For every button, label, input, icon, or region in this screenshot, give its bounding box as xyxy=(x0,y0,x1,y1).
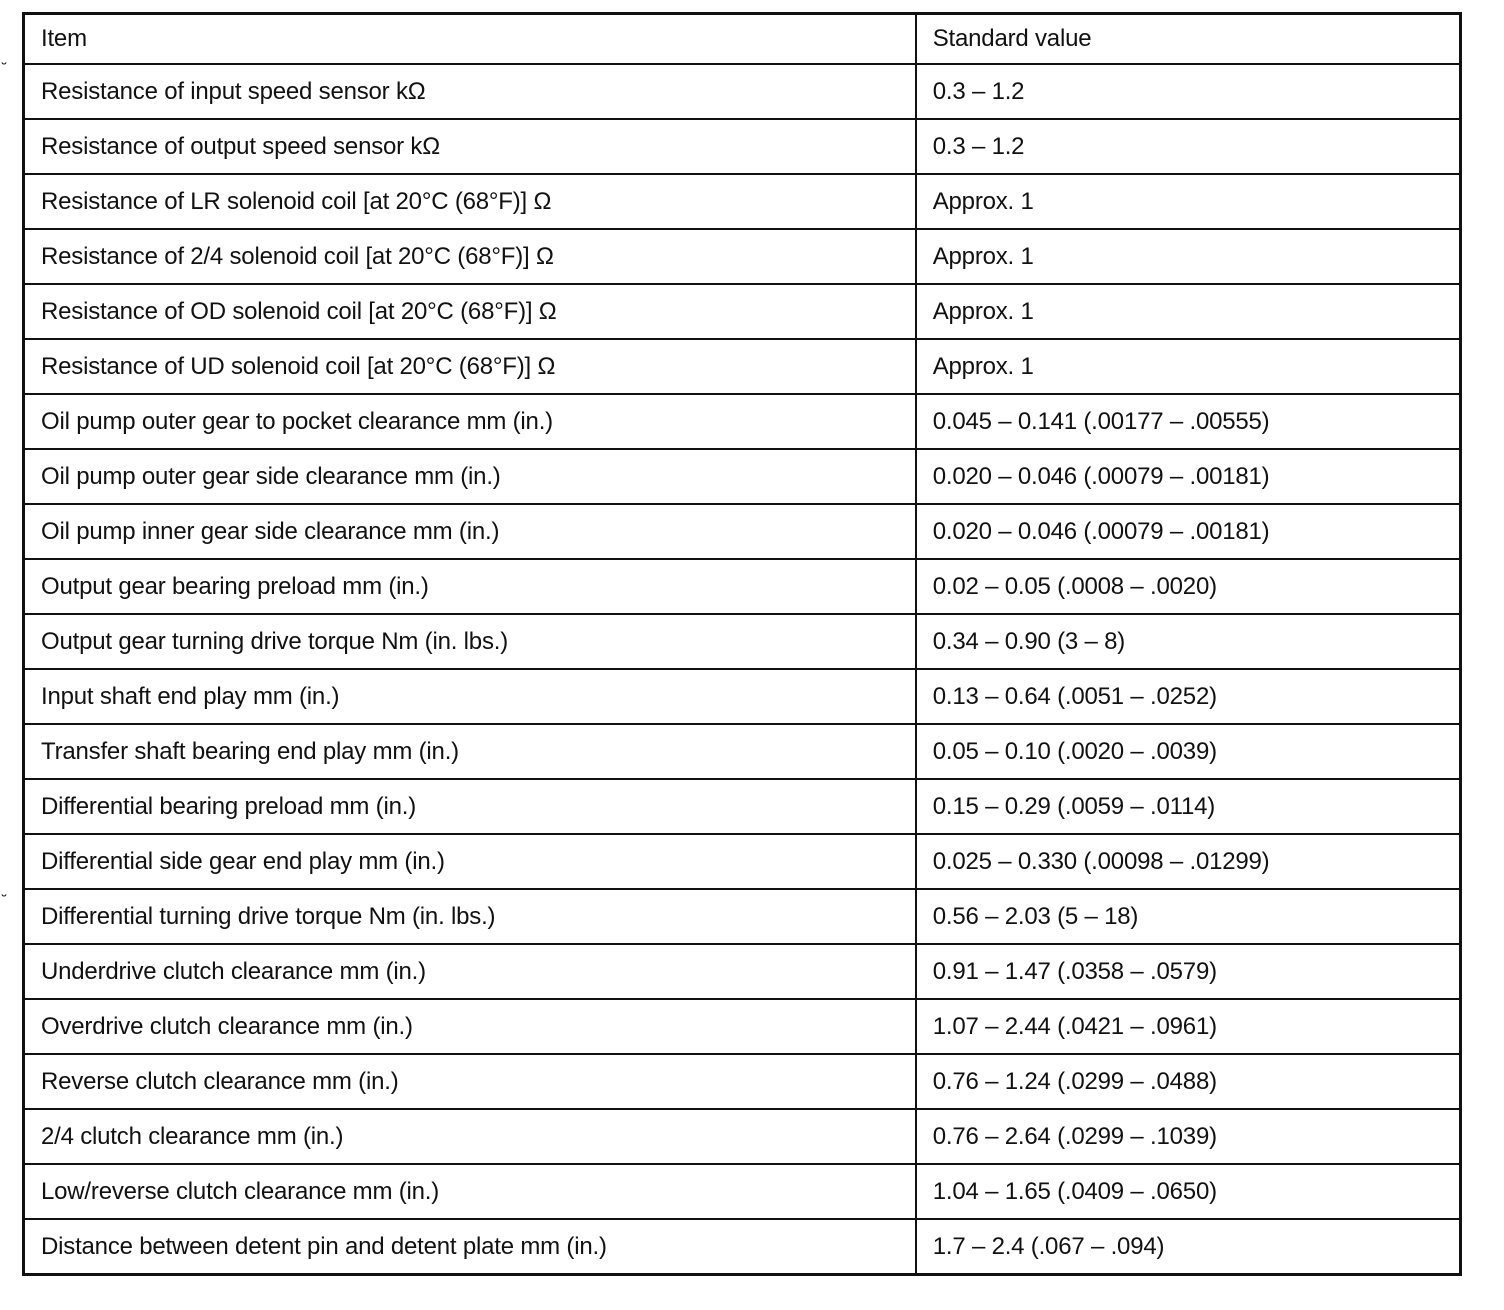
specifications-table xyxy=(22,12,1462,1276)
item-cell: Distance between detent pin and detent plate mm (in.) xyxy=(24,1219,916,1275)
standard-value-cell: 0.76 – 1.24 (.0299 – .0488) xyxy=(916,1054,1461,1109)
table-row xyxy=(24,64,1461,119)
standard-value-cell: Approx. 1 xyxy=(916,174,1461,229)
item-cell: Oil pump outer gear side clearance mm (in.) xyxy=(24,449,916,504)
table-row xyxy=(24,999,1461,1054)
item-cell: Transfer shaft bearing end play mm (in.) xyxy=(24,724,916,779)
table-row xyxy=(24,779,1461,834)
table-row xyxy=(24,559,1461,614)
standard-value-cell: 0.045 – 0.141 (.00177 – .00555) xyxy=(916,394,1461,449)
table-row xyxy=(24,1219,1461,1275)
item-cell: Overdrive clutch clearance mm (in.) xyxy=(24,999,916,1054)
table-row xyxy=(24,119,1461,174)
standard-value-cell: 1.04 – 1.65 (.0409 – .0650) xyxy=(916,1164,1461,1219)
item-cell: Low/reverse clutch clearance mm (in.) xyxy=(24,1164,916,1219)
item-cell: Output gear bearing preload mm (in.) xyxy=(24,559,916,614)
standard-value-cell: 0.02 – 0.05 (.0008 – .0020) xyxy=(916,559,1461,614)
table-row xyxy=(24,284,1461,339)
item-cell: Input shaft end play mm (in.) xyxy=(24,669,916,724)
item-cell: Differential side gear end play mm (in.) xyxy=(24,834,916,889)
table-row xyxy=(24,394,1461,449)
table-row xyxy=(24,339,1461,394)
table-row xyxy=(24,724,1461,779)
table-row xyxy=(24,944,1461,999)
table-row xyxy=(24,1054,1461,1109)
standard-value-cell: 0.56 – 2.03 (5 – 18) xyxy=(916,889,1461,944)
standard-value-cell: 1.07 – 2.44 (.0421 – .0961) xyxy=(916,999,1461,1054)
item-cell: Resistance of output speed sensor kΩ xyxy=(24,119,916,174)
table-row xyxy=(24,1164,1461,1219)
standard-value-cell: 0.34 – 0.90 (3 – 8) xyxy=(916,614,1461,669)
item-cell: Underdrive clutch clearance mm (in.) xyxy=(24,944,916,999)
standard-value-cell: 0.025 – 0.330 (.00098 – .01299) xyxy=(916,834,1461,889)
standard-value-cell: 0.91 – 1.47 (.0358 – .0579) xyxy=(916,944,1461,999)
item-cell: 2/4 clutch clearance mm (in.) xyxy=(24,1109,916,1164)
table-header-row xyxy=(24,14,1461,65)
table-row xyxy=(24,614,1461,669)
table-row xyxy=(24,229,1461,284)
item-cell: Oil pump outer gear to pocket clearance mm (in.) xyxy=(24,394,916,449)
header-item: Item xyxy=(24,14,916,65)
standard-value-cell: 0.3 – 1.2 xyxy=(916,119,1461,174)
table-row xyxy=(24,669,1461,724)
item-cell: Resistance of input speed sensor kΩ xyxy=(24,64,916,119)
table-row xyxy=(24,174,1461,229)
table-row xyxy=(24,1109,1461,1164)
margin-mark: ˘ xyxy=(0,892,8,911)
table-row xyxy=(24,834,1461,889)
table-row xyxy=(24,504,1461,559)
standard-value-cell: Approx. 1 xyxy=(916,339,1461,394)
item-cell: Resistance of UD solenoid coil [at 20°C (68°F)] Ω xyxy=(24,339,916,394)
standard-value-cell: Approx. 1 xyxy=(916,229,1461,284)
margin-mark: ˘ xyxy=(0,60,8,79)
standard-value-cell: 0.76 – 2.64 (.0299 – .1039) xyxy=(916,1109,1461,1164)
standard-value-cell: 0.05 – 0.10 (.0020 – .0039) xyxy=(916,724,1461,779)
standard-value-cell: 0.020 – 0.046 (.00079 – .00181) xyxy=(916,504,1461,559)
standard-value-cell: 1.7 – 2.4 (.067 – .094) xyxy=(916,1219,1461,1275)
standard-value-cell: Approx. 1 xyxy=(916,284,1461,339)
header-standard-value: Standard value xyxy=(916,14,1461,65)
table-row xyxy=(24,889,1461,944)
item-cell: Resistance of OD solenoid coil [at 20°C (68°F)] Ω xyxy=(24,284,916,339)
standard-value-cell: 0.13 – 0.64 (.0051 – .0252) xyxy=(916,669,1461,724)
item-cell: Resistance of LR solenoid coil [at 20°C (68°F)] Ω xyxy=(24,174,916,229)
item-cell: Reverse clutch clearance mm (in.) xyxy=(24,1054,916,1109)
standard-value-cell: 0.15 – 0.29 (.0059 – .0114) xyxy=(916,779,1461,834)
item-cell: Output gear turning drive torque Nm (in. lbs.) xyxy=(24,614,916,669)
item-cell: Differential bearing preload mm (in.) xyxy=(24,779,916,834)
item-cell: Differential turning drive torque Nm (in. lbs.) xyxy=(24,889,916,944)
standard-value-cell: 0.3 – 1.2 xyxy=(916,64,1461,119)
item-cell: Oil pump inner gear side clearance mm (in.) xyxy=(24,504,916,559)
item-cell: Resistance of 2/4 solenoid coil [at 20°C (68°F)] Ω xyxy=(24,229,916,284)
table-row xyxy=(24,449,1461,504)
standard-value-cell: 0.020 – 0.046 (.00079 – .00181) xyxy=(916,449,1461,504)
